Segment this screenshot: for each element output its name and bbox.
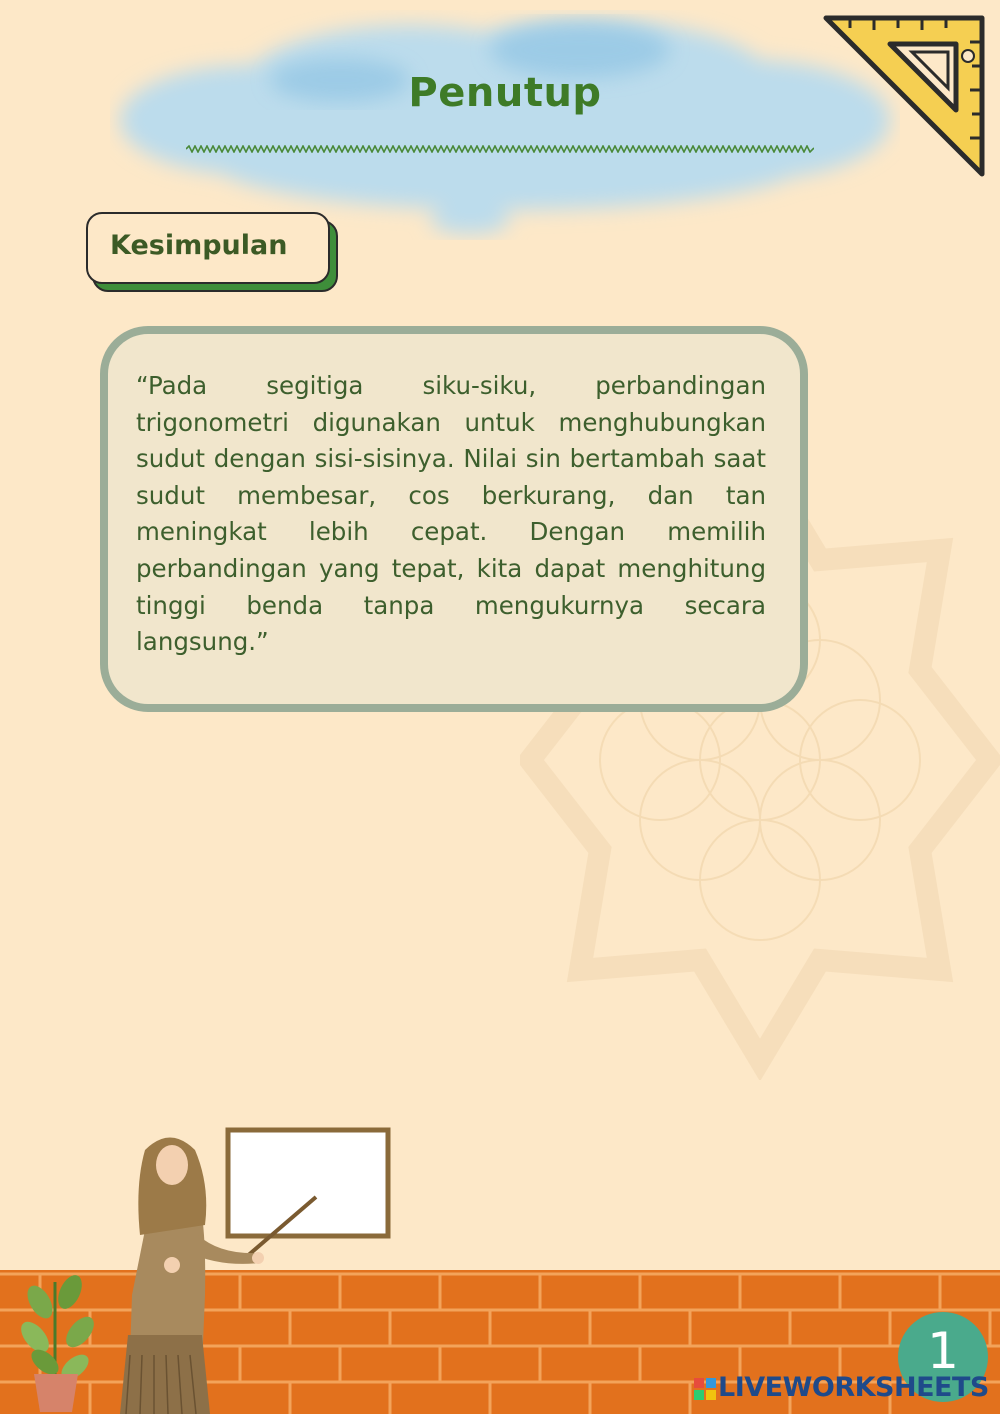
set-square-icon: [820, 12, 990, 182]
page-number: 1: [927, 1322, 959, 1380]
page-title: Penutup: [408, 70, 602, 116]
section-heading: Kesimpulan: [110, 230, 288, 261]
conclusion-text: “Pada segitiga siku-siku, perbandingan trigonometri digunakan untuk menghubungkan sudut dengan sisi-sisinya. Nilai sin bertambah saat sudut membesar, cos berkurang, dan tan meningkat lebih cepat. Dengan memilih perbandingan yang tepat, kita dapat menghitung tinggi benda tanpa mengukurnya secara langsung.”: [136, 371, 766, 657]
brand-wordmark[interactable]: LIVEWORKSHEETS: [718, 1372, 989, 1403]
section-tab-face: [86, 212, 330, 284]
teacher-illustration: [110, 1125, 410, 1414]
liveworksheets-logo-icon: [694, 1378, 716, 1400]
plant-icon: [10, 1262, 110, 1414]
cloud-decoration: [110, 10, 900, 240]
conclusion-card: [100, 326, 808, 712]
section-heading-tab: [86, 212, 334, 284]
whiteboard-icon: [228, 1130, 388, 1236]
title-underline: [186, 145, 814, 153]
